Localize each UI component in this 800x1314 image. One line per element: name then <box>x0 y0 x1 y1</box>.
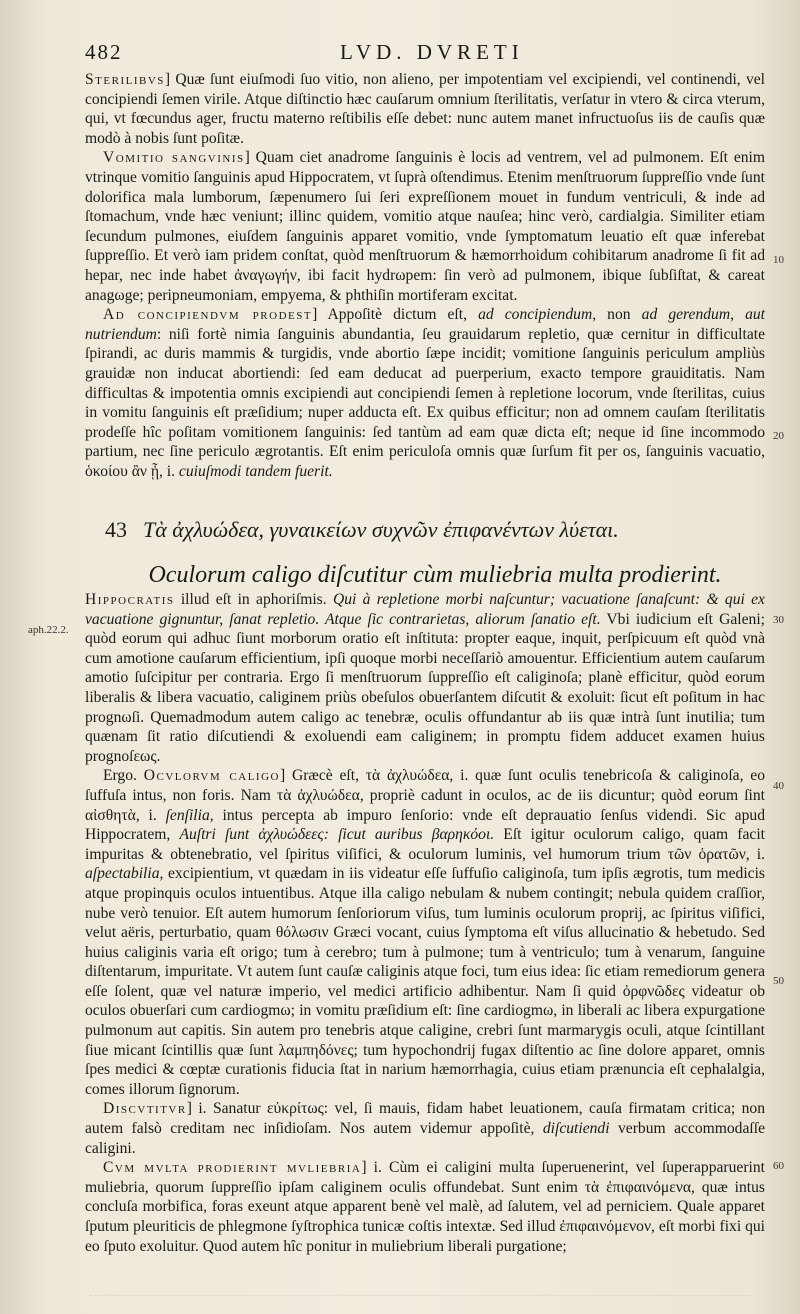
margin-line-number: 40 <box>773 780 784 792</box>
aphorism-heading-latin: Oculorum caligo diſcutitur cùm muliebria multa prodierint. <box>148 562 722 588</box>
paragraph-ad-concipiendum: Ad concipiendvm prodest] Appoſitè dictum eſt, ad concipiendum, non ad gerendum, aut nutriendum: niſi fortè nimia ſanguinis abundantia, ſeu grauidarum repletio, quæ cernitur in difficultate ſpirandi, ac duris mammis & turgidis, vnde abortio ſæpe incidit; vomitione ſanguinis periculum ampliùs grauidæ non inducat abortiendi: ſed eam deducat ad puerperium, exacto tempore grauiditatis. Nam difficultas & impotentia omnis excipiendi aut concipiendi ſemen à repletione locorum, vnde ſterilitas, cuius in vomitu ſanguinis eſt præſidium; nuper adducta eſt. Ex quibus efficitur; non ad omnem cauſam ſterilitatis prodeſſe hîc poſitam vomitionem ſanguinis: ſed tantùm ad eam quæ dicta eſt; neque id ſine incommodo partium, nec ſine periculo ægrotantis. Eſt enim periculoſa omnis quæ ſurſum fit per os, ſanguinis vacuatio, ὁκοίου ἂν ᾖ, i. cuiuſmodi tandem fuerit. <box>85 306 766 480</box>
page-header <box>85 40 755 70</box>
paragraph-discutitur: Discvtitvr] i. Sanatur εὐκρίτως: vel, ſi mauis, fidam habet leuationem, cauſa firmatam critica; non autem falsò creditam nec inſidioſam. Nos autem videmur appoſitè, diſcutiendi verbum accommodaſſe caligini. <box>85 1100 765 1157</box>
paragraph-sterilibus: Sterilibvs] Quæ ſunt eiuſmodi ſuo vitio, non alieno, per impotentiam vel excipiendi, vel continendi, vel concipiendi ſemen virile. Atque diſtinctio hæc cauſarum omnium ſterilitatis, verſatur in vtero & circa vterum, qui, vt fœcundus ager, fructu materno reſtibilis eſſe debet: nunc autem manet infructuoſus iis de cauſis quæ modò à nobis ſunt poſitæ. <box>85 71 765 147</box>
margin-note-left: aph.22.2. <box>28 624 69 636</box>
aphorism-heading-greek <box>105 517 765 543</box>
margin-line-number: 30 <box>773 614 784 626</box>
paragraph-oculorum-caligo: Ergo. Ocvlorvm caligo] Græcè eſt, τὰ ἀχλυώδεα, i. quæ ſunt oculis tenebricoſa & caliginoſa, eo ſuffuſa intus, non foris. Nam τὰ ἀχλυώδεα, propriè cadunt in oculos, ac de iis dicuntur; quòd eorum ſint αἰσθητὰ, i. ſenſilia, intus percepta ab impuro ſenſorio: vnde eſt deprauatio ſenſus videndi. Sic apud Hippocratem, Auſtri ſunt ἀχλυώδεες: ſicut auribus βαρηκόοι. Eſt igitur oculorum caligo, quam facit impuritas & obtenebratio, vel ſpiritus viſifici, & oculorum luminis, vel humorum trium τῶν ὁρατῶν, i. aſpectabilia, excipientium, vt quædam in iis videatur eſſe ſuffuſio caliginoſa, tum ipſis ægrotis, tum medicis atque propinquis oculos intuentibus. Atque illa caligo nebulam & nubem contingit; nebula quidem craſſior, nube verò tenuior. Eſt autem humorum ſenſoriorum viſus, tum luminis oculorum proprij, ac ſpiritus viſifici, velut aëris, perturbatio, quam θόλωσιν Græci vocant, cuius ſymptoma eſt viſus allucinatio & hebetudo. Sed huius caliginis varia eſt origo; tum à cerebro; tum à pulmone; tum à ventriculo; tum à venarum, ſanguine diſtentarum, impuritate. Vt autem ſunt cauſæ caliginis atque foci, tum eius idea: ſic etiam remediorum genera eſſe ſolent, quæ vel naturæ imperio, vel medici artificio adhibentur. Nam ſi quid ὀρφνῶδες videatur ob oculos obuerſari cum cardiogmω; in vomitu præſidium eſt: ſine cardiogmω, in liberali ac libera expurgatione pulmonum aut capitis. Sin autem pro tenebris atque caligine, crebri ſunt marmarygis oculi, atque ſcintillant ſiue micant ſcintillis quæ ſunt λαμπηδόνες; tum hypochondrij fugax diſtentio ac ſine dolore apparet, omnis ſpes medici & cœptæ curationis fiducia ſtat in narium hæmorrhagia, cuius etiam prænuncia eſt cephalalgia, comes illorum ſignorum. <box>85 767 766 1098</box>
margin-line-number: 10 <box>773 254 784 266</box>
page-number: 482 <box>85 40 123 64</box>
commentary-block-bottom <box>85 590 765 1256</box>
margin-line-number: 60 <box>773 1160 784 1172</box>
margin-line-number: 50 <box>773 975 784 987</box>
paragraph-hippocratis: Hippocratis illud eſt in aphoriſmis. Qui à repletione morbi naſcuntur; vacuatione ſanaſcunt: & qui ex vacuatione gignuntur, ſanat repletio. Atque ſic contrarietas, aliorum ſanatio eſt. Vbi iudicium eſt Galeni; quòd eorum qui adhuc ſiunt morborum oratio eſt inſtituta: propter eaque, inquit, perſpicuum eſt quòd vnà cum amotione cauſarum efficientium, ipſi quoque morbi neceſſariò amouentur. Efficientium autem cauſarum amotio ſuſcipitur per contraria. Ergo ſi menſtruorum ſuppreſſio eſt caliginoſa; planè efficitur, quòd eorum liberalis & libera vacuatio, caliginem priùs obeſulos obuerſantem diſcutit & exoluit: ſicut eſt poſitum in hac prognωſi. Quemadmodum autem caligo ac tenebræ, oculis offundantur ab iis quæ intrà ſunt inutilia; tum quænam ſit ratio diſcutiendi & exoluendi eam caliginem; in promptu fidem adducet examen huius prognoſεως. <box>85 591 765 765</box>
paper-show-through <box>90 1295 750 1306</box>
aphorism-greek-text: Τὰ ἀχλυώδεα, γυναικείων συχνῶν ἐπιφανέντων λύεται. <box>143 517 619 542</box>
paragraph-vomitio-sanguinis: Vomitio sangvinis] Quam ciet anadrome ſanguinis è locis ad ventrem, vel ad pulmonem. Eſt enim vtrinque vomitio ſanguinis apud Hippocratem, vt ſuprà oſtendimus. Etenim menſtruorum ſuppreſſio vnde ſunt dolorifica mala lumborum, ſæpenumero ſui ſeri expreſſionem mouet in fundum ventriculi, & inde ad ſtomachum, vnde hæc veniunt; illinc quidem, vomitio atque nauſea; hinc verò, cardialgia. Similiter etiam ſecundum pulmones, eiuſdem ſanguinis apparet vomitio, vnde ſymptomatum leuatio eſt quæ inferebat ſuppreſſio. Et verò iam pridem conſtat, quòd menſtruorum & hæmorrhoidum cohibitarum anadrome ſi fit ad hepar, nec inde habet ἀναγωγήν, ibi facit hydrωpem: ſin verò ad pulmonem, ibique ſubſiſtat, & careat anagωge; peripneumoniam, empyema, & phthiſin mortiferam excitat. <box>85 149 766 304</box>
running-head: LVD. DVRETI <box>340 40 524 64</box>
aphorism-number: 43 <box>105 517 127 542</box>
margin-line-number: 20 <box>773 430 784 442</box>
paragraph-cum-multa: Cvm mvlta prodierint mvliebria] i. Cùm ei caligini multa ſuperuenerint, vel ſuperapparuerint muliebria, quorum ſuppreſſio ipſam caliginem oculis offundebat. Sunt enim τὰ ἐπιφαινόμενα, quæ intus concluſa morbifica, foras exeunt atque apparent benè vel malè, ad ſalutem, vel ad perniciem. Quale apparet ſputum pleuriticis de phlegmone ſyſtrophica tunicæ coſtis intextæ. Sed illud ἐπιφαινόμενον, eſt morbi fixi qui eo ſputo exoluitur. Quod autem hîc ponitur in muliebrium liberali purgatione; <box>85 1159 765 1255</box>
commentary-block-top <box>85 70 765 481</box>
